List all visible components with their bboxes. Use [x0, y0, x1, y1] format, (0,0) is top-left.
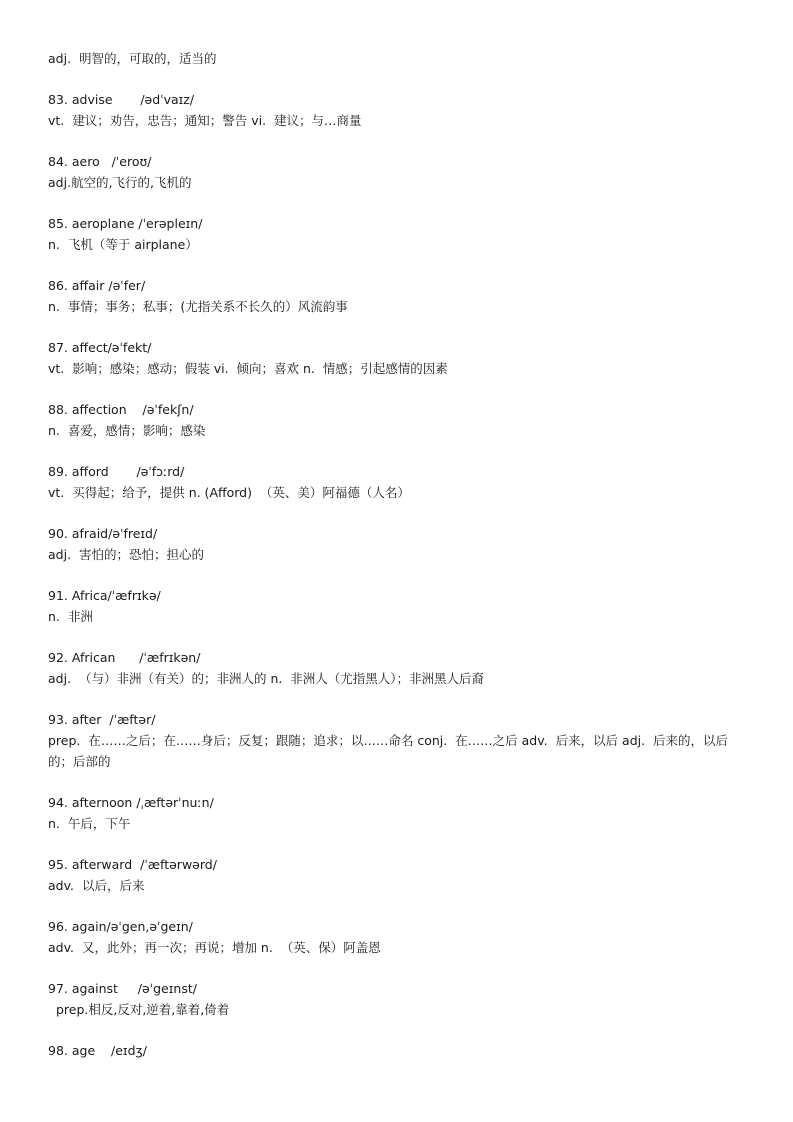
definition-line: vt. 买得起；给予，提供 n. (Afford) （英、美）阿福德（人名）: [48, 485, 410, 500]
entry-headword: 84. aero /ˈeroʊ/: [48, 154, 152, 169]
definition-line: n. 喜爱，感情；影响；感染: [48, 423, 206, 438]
definition-line: adj. （与）非洲（有关）的；非洲人的 n. 非洲人（尤指黑人）；非洲黑人后裔: [48, 671, 485, 686]
definition-line: n. 事情；事务；私事；(尤指关系不长久的）风流韵事: [48, 299, 348, 314]
entry-headword: 89. afford /əˈfɔːrd/: [48, 464, 185, 479]
definition-line: adv. 又，此外；再一次；再说；增加 n. （英、保）阿盖恩: [48, 940, 381, 955]
entry-headword: 91. Africa/ˈæfrɪkə/: [48, 588, 161, 603]
entry-headword: 88. affection /əˈfekʃn/: [48, 402, 194, 417]
entry-headword: 97. against /əˈgeɪnst/: [48, 981, 197, 996]
definition-line: adj. 明智的，可取的，适当的: [48, 51, 217, 66]
entry-headword: 98. age /eɪdʒ/: [48, 1043, 147, 1058]
definition-line: adj.航空的,飞行的,飞机的: [48, 175, 192, 190]
definition-line: adj. 害怕的；恐怕；担心的: [48, 547, 204, 562]
definition-line: n. 午后，下午: [48, 816, 131, 831]
entry-headword: 92. African /ˈæfrɪkən/: [48, 650, 201, 665]
definition-line: n. 飞机（等于 airplane）: [48, 237, 198, 252]
entry-headword: 96. again/əˈgen,əˈgeɪn/: [48, 919, 193, 934]
entry-headword: 83. advise /ədˈvaɪz/: [48, 92, 195, 107]
entry-headword: 87. affect/əˈfekt/: [48, 340, 152, 355]
entry-headword: 93. after /ˈæftər/: [48, 712, 156, 727]
definition-line: n. 非洲: [48, 609, 93, 624]
entry-headword: 86. affair /əˈfer/: [48, 278, 146, 293]
definition-line: vt. 影响；感染；感动；假装 vi. 倾向；喜欢 n. 情感；引起感情的因素: [48, 361, 448, 376]
definition-line: adv. 以后，后来: [48, 878, 145, 893]
entry-headword: 90. afraid/əˈfreɪd/: [48, 526, 158, 541]
definition-line: 的；后部的: [48, 754, 111, 769]
definition-line: prep.相反,反对,逆着,靠着,倚着: [48, 1002, 230, 1017]
definition-line: prep. 在……之后；在……身后；反复；跟随；追求；以……命名 conj. 在……之后 adv. 后来，以后 adj. 后来的，以后: [48, 733, 729, 748]
definition-line: vt. 建议；劝告，忠告；通知；警告 vi. 建议；与…商量: [48, 113, 362, 128]
entry-headword: 94. afternoon /ˌæftərˈnuːn/: [48, 795, 214, 810]
entry-headword: 85. aeroplane /ˈerəpleɪn/: [48, 216, 203, 231]
entry-headword: 95. afterward /ˈæftərwərd/: [48, 857, 217, 872]
